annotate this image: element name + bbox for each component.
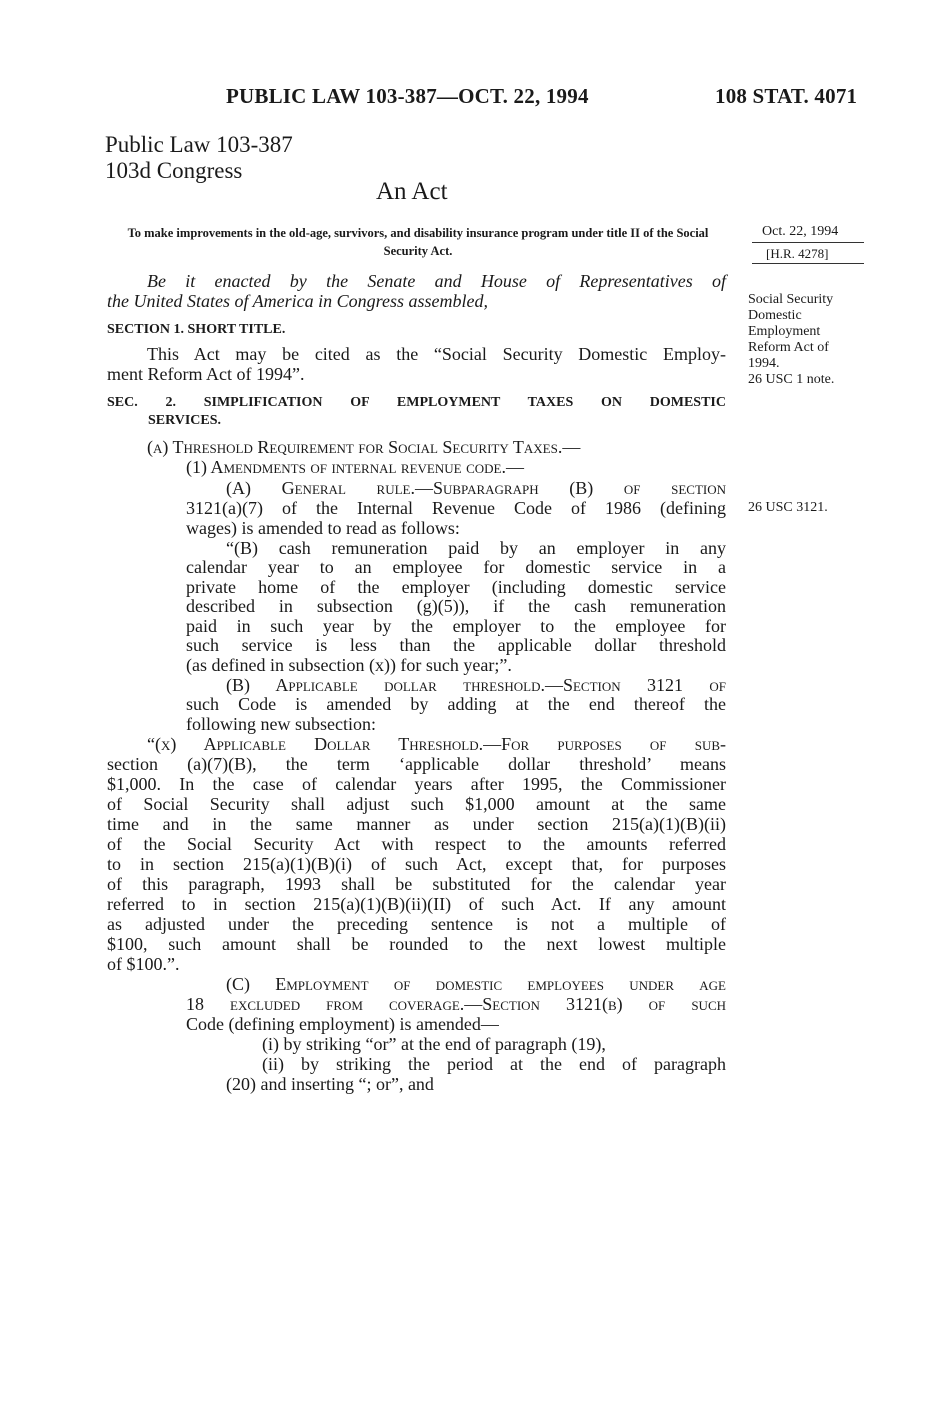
x-line-3: $1,000. In the case of calendar years after 1995, the Commissioner bbox=[107, 774, 726, 794]
margin-usc-note: 26 USC 1 note. bbox=[748, 372, 835, 387]
margin-short-title-2: Domestic bbox=[748, 308, 802, 323]
x-line-2: section (a)(7)(B), the term ‘applicable dollar threshold’ means bbox=[107, 754, 726, 774]
paragraph-1-heading: (1) Amendments of internal revenue code.— bbox=[186, 457, 524, 477]
x-line-11: $100, such amount shall be rounded to the next lowest multiple bbox=[107, 934, 726, 954]
A-line-3: wages) is amended to read as follows: bbox=[186, 518, 460, 538]
running-head: PUBLIC LAW 103-387—OCT. 22, 1994 bbox=[226, 84, 589, 108]
A-line-1: (A) General rule.—Subparagraph (B) of section bbox=[226, 478, 726, 498]
margin-date: Oct. 22, 1994 bbox=[762, 224, 839, 239]
margin-short-title-1: Social Security bbox=[748, 292, 834, 307]
x-line-4: of Social Security shall adjust such $1,000 amount at the same bbox=[107, 794, 726, 814]
x-line-1: “(x) Applicable Dollar Threshold.—For purposes of sub- bbox=[147, 734, 726, 754]
x-line-9: referred to in section 215(a)(1)(B)(ii)(II) of such Act. If any amount bbox=[107, 894, 726, 914]
section-1-heading: SECTION 1. SHORT TITLE. bbox=[107, 322, 286, 337]
margin-rule bbox=[752, 242, 864, 243]
congress-label: 103d Congress bbox=[105, 158, 243, 183]
enacting-clause-line-2: the United States of America in Congress assembled, bbox=[107, 291, 488, 311]
section-2-heading-line-2: SERVICES. bbox=[148, 413, 222, 428]
C-line-1: (C) Employment of domestic employees under age bbox=[226, 974, 726, 994]
enacting-clause-line-1: Be it enacted by the Senate and House of Representatives of bbox=[147, 271, 726, 291]
x-line-10: as adjusted under the preceding sentence is not a multiple of bbox=[107, 914, 726, 934]
act-title: An Act bbox=[376, 178, 448, 205]
x-line-12: of $100.”. bbox=[107, 954, 180, 974]
section-2-heading-line-1: SEC. 2. SIMPLIFICATION OF EMPLOYMENT TAXES ON DOMESTIC bbox=[107, 395, 726, 410]
margin-bill-number: [H.R. 4278] bbox=[766, 246, 829, 261]
public-law-number: Public Law 103-387 bbox=[105, 132, 293, 157]
clause-i: (i) by striking “or” at the end of paragraph (19), bbox=[262, 1034, 606, 1054]
quoted-B-line-3: private home of the employer (including domestic service bbox=[186, 577, 726, 597]
C-line-3: Code (defining employment) is amended— bbox=[186, 1014, 499, 1034]
x-line-7: to in section 215(a)(1)(B)(i) of such Act, except that, for purposes bbox=[107, 854, 726, 874]
quoted-B-line-6: such service is less than the applicable dollar threshold bbox=[186, 635, 726, 655]
x-line-6: of the Social Security Act with respect to the amounts referred bbox=[107, 834, 726, 854]
B-line-3: following new subsection: bbox=[186, 714, 376, 734]
subsection-a-heading: (a) Threshold Requirement for Social Security Taxes.— bbox=[147, 437, 581, 457]
quoted-B-line-7: (as defined in subsection (x)) for such year;”. bbox=[186, 655, 512, 675]
quoted-B-line-5: paid in such year by the employer to the employee for bbox=[186, 616, 726, 636]
section-1-text-line-1: This Act may be cited as the “Social Security Domestic Employ- bbox=[147, 344, 726, 364]
x-line-5: time and in the same manner as under section 215(a)(1)(B)(ii) bbox=[107, 814, 726, 834]
margin-short-title-3: Employment bbox=[748, 324, 821, 339]
x-line-8: of this paragraph, 1993 shall be substituted for the calendar year bbox=[107, 874, 726, 894]
margin-short-title-4: Reform Act of bbox=[748, 340, 829, 355]
clause-ii-line-2: (20) and inserting “; or”, and bbox=[226, 1074, 434, 1094]
quoted-B-line-4: described in subsection (g)(5)), if the cash remuneration bbox=[186, 596, 726, 616]
margin-rule bbox=[752, 263, 864, 264]
page-number: 108 STAT. 4071 bbox=[715, 84, 858, 108]
quoted-B-line-2: calendar year to an employee for domestic service in a bbox=[186, 557, 726, 577]
purpose-clause: To make improvements in the old-age, survivors, and disability insurance program under title II of the Social Security Act. bbox=[127, 226, 709, 258]
clause-ii-line-1: (ii) by striking the period at the end of paragraph bbox=[262, 1054, 726, 1074]
margin-usc-3121: 26 USC 3121. bbox=[748, 500, 828, 515]
section-1-text-line-2: ment Reform Act of 1994”. bbox=[107, 364, 305, 384]
B-line-1: (B) Applicable dollar threshold.—Section 3121 of bbox=[226, 675, 726, 695]
quoted-B-line-1: “(B) cash remuneration paid by an employer in any bbox=[226, 538, 726, 558]
B-line-2: such Code is amended by adding at the end thereof the bbox=[186, 694, 726, 714]
C-line-2: 18 excluded from coverage.—Section 3121(b) of such bbox=[186, 994, 726, 1014]
A-line-2: 3121(a)(7) of the Internal Revenue Code of 1986 (defining bbox=[186, 498, 726, 518]
margin-short-title-5: 1994. bbox=[748, 356, 780, 371]
